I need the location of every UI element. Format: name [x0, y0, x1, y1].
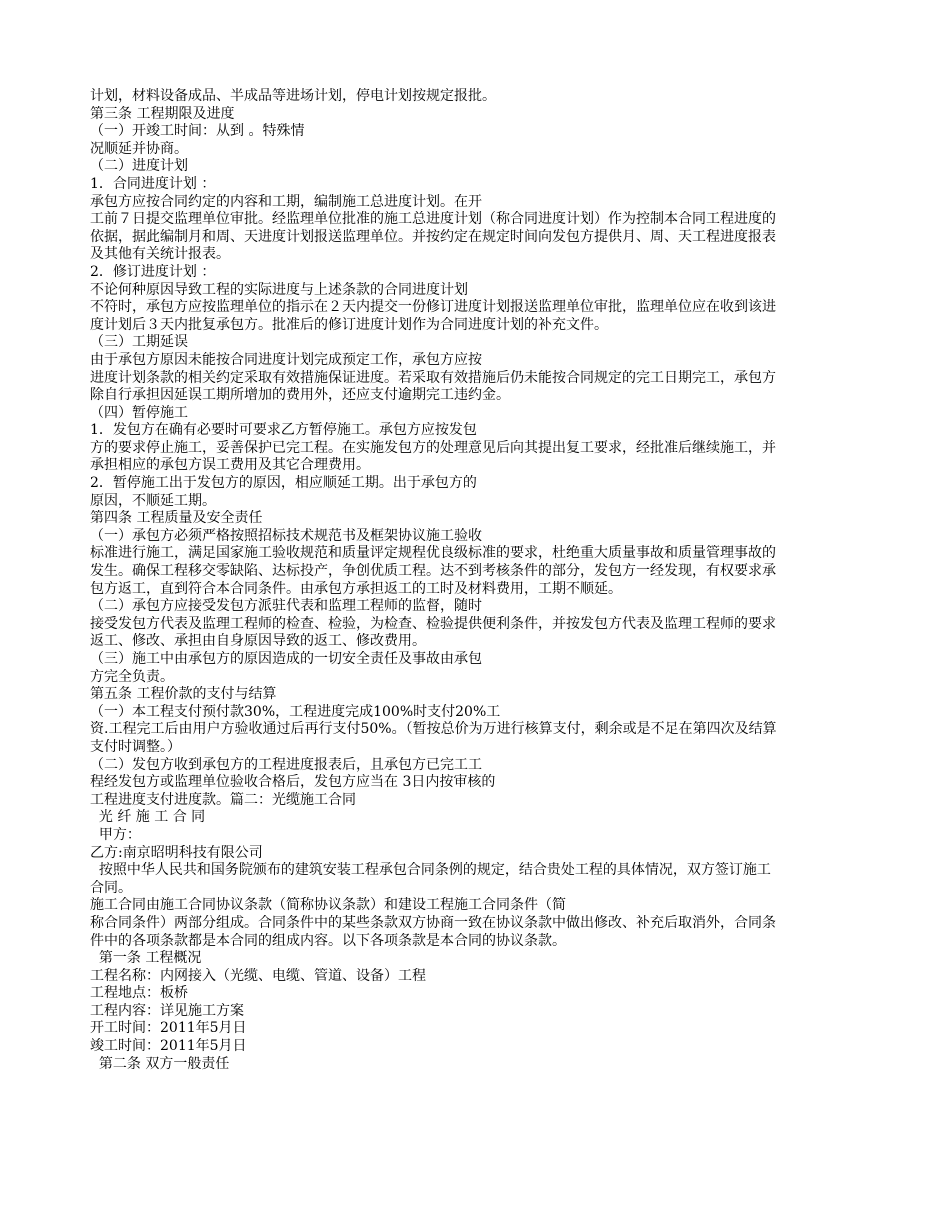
text-line: 除自行承担因延误工期所增加的费用外，还应支付逾期完工违约金。 — [90, 387, 510, 404]
text-line: 2．暂停施工出于发包方的原因，相应顺延工期。出于承包方的 — [90, 475, 477, 492]
text-line: 合同。 — [90, 879, 132, 896]
text-line: 工前７日提交监理单位审批。经监理单位批准的施工总进度计划（称合同进度计划）作为控制本合同工程进度的 — [90, 211, 776, 228]
text-line: （二）承包方应接受发包方派驻代表和监理工程师的监督，随时 — [90, 598, 482, 615]
text-line: 工程进度支付进度款。篇二：光缆施工合同 — [90, 791, 356, 808]
text-line: 第五条 工程价款的支付与结算 — [90, 686, 277, 703]
document-body — [90, 88, 860, 1073]
text-line: 方完全负责。 — [90, 668, 174, 685]
text-line: 及其他有关统计报表。 — [90, 246, 230, 263]
text-line: 依据，据此编制月和周、天进度计划报送监理单位。并按约定在规定时间向发包方提供月、周、天工程进度报表 — [90, 228, 776, 245]
text-line: 不符时，承包方应按监理单位的指示在２天内提交一份修订进度计划报送监理单位审批，监理单位应在收到该进 — [90, 299, 776, 316]
text-line: 第四条 工程质量及安全责任 — [90, 510, 263, 527]
text-line: 计划，材料设备成品、半成品等进场计划，停电计划按规定报批。 — [90, 88, 496, 104]
text-line: 竣工时间：2011年5月日 — [90, 1038, 247, 1055]
text-line: 第三条 工程期限及进度 — [90, 105, 235, 122]
text-line: （二）进度计划 — [90, 158, 188, 175]
text-line: （一）本工程支付预付款30%，工程进度完成100%时支付20%工 — [90, 703, 501, 720]
text-line: 第一条 工程概况 — [90, 950, 202, 967]
text-line: 1．发包方在确有必要时可要求乙方暂停施工。承包方应按发包 — [90, 422, 477, 439]
text-line: 支付时调整。） — [90, 738, 181, 755]
text-line: 接受发包方代表及监理工程师的检查、检验，为检查、检验提供便利条件，并按发包方代表及监理工程师的要求 — [90, 615, 776, 632]
text-line: 乙方:南京昭明科技有限公司 — [90, 844, 263, 861]
text-line: 工程内容：详见施工方案 — [90, 1002, 244, 1019]
text-line: 况顺延并协商。 — [90, 140, 188, 157]
text-line: 返工、修改、承担由自身原因导致的返工、修改费用。 — [90, 633, 426, 650]
text-line: （四）暂停施工 — [90, 404, 188, 421]
text-line: 1．合同进度计划 ： — [90, 175, 216, 192]
text-line: （一）承包方必须严格按照招标技术规范书及框架协议施工验收 — [90, 527, 482, 544]
text-line: （三）施工中由承包方的原因造成的一切安全责任及事故由承包 — [90, 651, 482, 667]
text-line: （三）工期延误 — [90, 334, 188, 351]
text-line: 工程地点：板桥 — [90, 985, 188, 1002]
text-line: 承包方应按合同约定的内容和工期，编制施工总进度计划。在开 — [90, 193, 482, 210]
text-line: 工程名称：内网接入（光缆、电缆、管道、设备）工程 — [90, 967, 426, 984]
text-line: 度计划后３天内批复承包方。批准后的修订进度计划作为合同进度计划的补充文件。 — [90, 316, 608, 333]
text-line: 资.工程完工后由用户方验收通过后再行支付50%。（暂按总价为万进行核算支付，剩余或是不足在第四次及结算 — [90, 721, 777, 738]
text-line: 原因，不顺延工期。 — [90, 492, 216, 509]
text-line: 发生。确保工程移交零缺陷、达标投产，争创优质工程。达不到考核条件的部分，发包方一经发现，有权要求承 — [90, 563, 776, 580]
text-line: 承担相应的承包方误工费用及其它合理费用。 — [90, 457, 370, 474]
text-line: 方的要求停止施工，妥善保护已完工程。在实施发包方的处理意见后向其提出复工要求，经批准后继续施工，并 — [90, 439, 776, 456]
text-line: 按照中华人民共和国务院颁布的建筑安装工程承包合同条例的规定，结合贵处工程的具体情况，双方签订施工 — [90, 862, 771, 879]
text-line: 标准进行施工，满足国家施工验收规范和质量评定规程优良级标准的要求，杜绝重大质量事故和质量管理事故的 — [90, 545, 776, 562]
text-line: 2．修订进度计划 ： — [90, 263, 216, 280]
text-line: 称合同条件）两部分组成。合同条件中的某些条款双方协商一致在协议条款中做出修改、补充后取消外，合同条 — [90, 914, 776, 931]
text-line: 包方返工，直到符合本合同条件。由承包方承担返工的工时及材料费用，工期不顺延。 — [90, 580, 622, 597]
text-line: 进度计划条款的相关约定采取有效措施保证进度。若采取有效措施后仍未能按合同规定的完工日期完工，承包方 — [90, 369, 776, 386]
text-line: 不论何种原因导致工程的实际进度与上述条款的合同进度计划 — [90, 281, 468, 298]
text-line: 施工合同由施工合同协议条款（简称协议条款）和建设工程施工合同条件（简 — [90, 897, 566, 914]
text-line: 件中的各项条款都是本合同的组成内容。以下各项条款是本合同的协议条款。 — [90, 932, 566, 949]
text-line: 第二条 双方一般责任 — [90, 1055, 230, 1072]
text-line: （二）发包方收到承包方的工程进度报表后，且承包方已完工工 — [90, 756, 482, 773]
text-line: 开工时间：2011年5月日 — [90, 1020, 247, 1037]
text-line: （一）开竣工时间：从到 。特殊情 — [90, 123, 305, 140]
text-line: 光 纤 施 工 合 同 — [90, 809, 206, 826]
text-line: 甲方： — [90, 826, 141, 843]
text-line: 由于承包方原因未能按合同进度计划完成预定工作，承包方应按 — [90, 351, 482, 368]
text-line: 程经发包方或监理单位验收合格后，发包方应当在 3日内按审核的 — [90, 774, 496, 791]
